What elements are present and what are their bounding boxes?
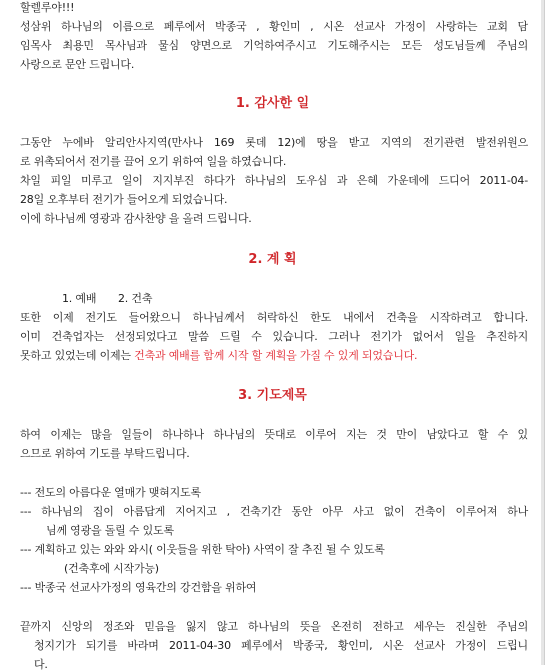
intro-line-3: 사랑으로 문안 드립니다. xyxy=(20,58,135,71)
section-heading-thanks: 1. 감사한 일 xyxy=(235,96,310,111)
prayer-item-4: --- 박종국 선교사가정의 영육간의 강건함을 위하여 xyxy=(20,581,257,594)
thanks-line-2: 로 위촉되어서 전기를 끌어 오기 위하여 일을 하였습니다. xyxy=(20,155,287,168)
plan-list-item-worship: 1. 예배 xyxy=(62,292,97,305)
closing-line-2: 청지기가 되기를 바라며 2011-04-30 페루에서 박종국, 황인미, 시온 선교사 가정이 드립니 xyxy=(34,639,528,652)
thanks-line-4: 28일 오후부터 전기가 들어오게 되었습니다. xyxy=(20,193,228,206)
closing-line-3: 다. xyxy=(34,658,48,671)
thanks-line-1: 그동안 누에바 알리안사지역(만사나 169 롯데 12)에 땅을 받고 지역의 전기관련 발전위원으 xyxy=(20,136,528,149)
plan-highlight-text: 건축과 예배를 함께 시작 할 계획을 가질 수 있게 되었습니다. xyxy=(134,349,418,362)
closing-line-1: 끝까지 신앙의 정조와 믿음을 잃지 않고 하나님의 뜻을 온전히 전하고 세우는 진실한 주님의 xyxy=(20,620,528,633)
plan-line-1: 또한 이제 전기도 들어왔으니 하나님께서 허락하신 한도 내에서 건축을 시작하려고 합니다. xyxy=(20,311,528,324)
section-heading-plan: 2. 계 획 xyxy=(248,252,297,267)
thanks-line-5: 이에 하나님께 영광과 감사찬양 을 올려 드립니다. xyxy=(20,212,252,225)
plan-line-3 xyxy=(20,349,417,363)
plan-line-3-text: 못하고 있었는데 이제는 xyxy=(20,349,135,362)
plan-line-2: 이미 건축업자는 선정되었다고 말씀 드릴 수 있습니다. 그러나 전기가 없어서 일을 추진하지 xyxy=(20,330,528,343)
section-heading-prayer: 3. 기도제목 xyxy=(238,388,307,403)
plan-list-item-building: 2. 건축 xyxy=(118,292,153,305)
prayer-item-3-note: (건축후에 시작가능) xyxy=(64,562,159,575)
prayer-item-2: --- 하나님의 집이 아름답게 지어지고 , 건축기간 동안 아무 사고 없이 건축이 이루어져 하나 xyxy=(20,505,528,518)
prayer-intro-line-2: 으므로 위하여 기도를 부탁드립니다. xyxy=(20,447,190,460)
page-edge xyxy=(541,0,544,665)
thanks-line-3: 차일 피일 미루고 일이 지지부진 하다가 하나님의 도우심 과 은혜 가운데에 드디어 2011-04- xyxy=(20,174,528,187)
prayer-item-1: --- 전도의 아름다운 열매가 맺혀지도록 xyxy=(20,486,201,499)
prayer-intro-line-1: 하여 이제는 많을 일들이 하나하나 하나님의 뜻대로 이루어 지는 것 만이 남았다고 할 수 있 xyxy=(20,428,528,441)
prayer-item-2-cont: 님께 영광을 돌릴 수 있도록 xyxy=(46,524,174,537)
greeting: 할렐루야!!! xyxy=(20,1,75,14)
prayer-item-3: --- 계획하고 있는 와와 와시( 이웃들을 위한 탁아) 사역이 잘 추진 될 수 있도록 xyxy=(20,543,385,556)
intro-line-2: 임목사 최용민 목사님과 물심 양면으로 기억하여주시고 기도해주시는 모든 성도님들께 주님의 xyxy=(20,39,528,52)
intro-line-1: 성삼위 하나님의 이름으로 페루에서 박종국 , 황인미 , 시온 선교사 가정이 사랑하는 교회 담 xyxy=(20,20,528,33)
